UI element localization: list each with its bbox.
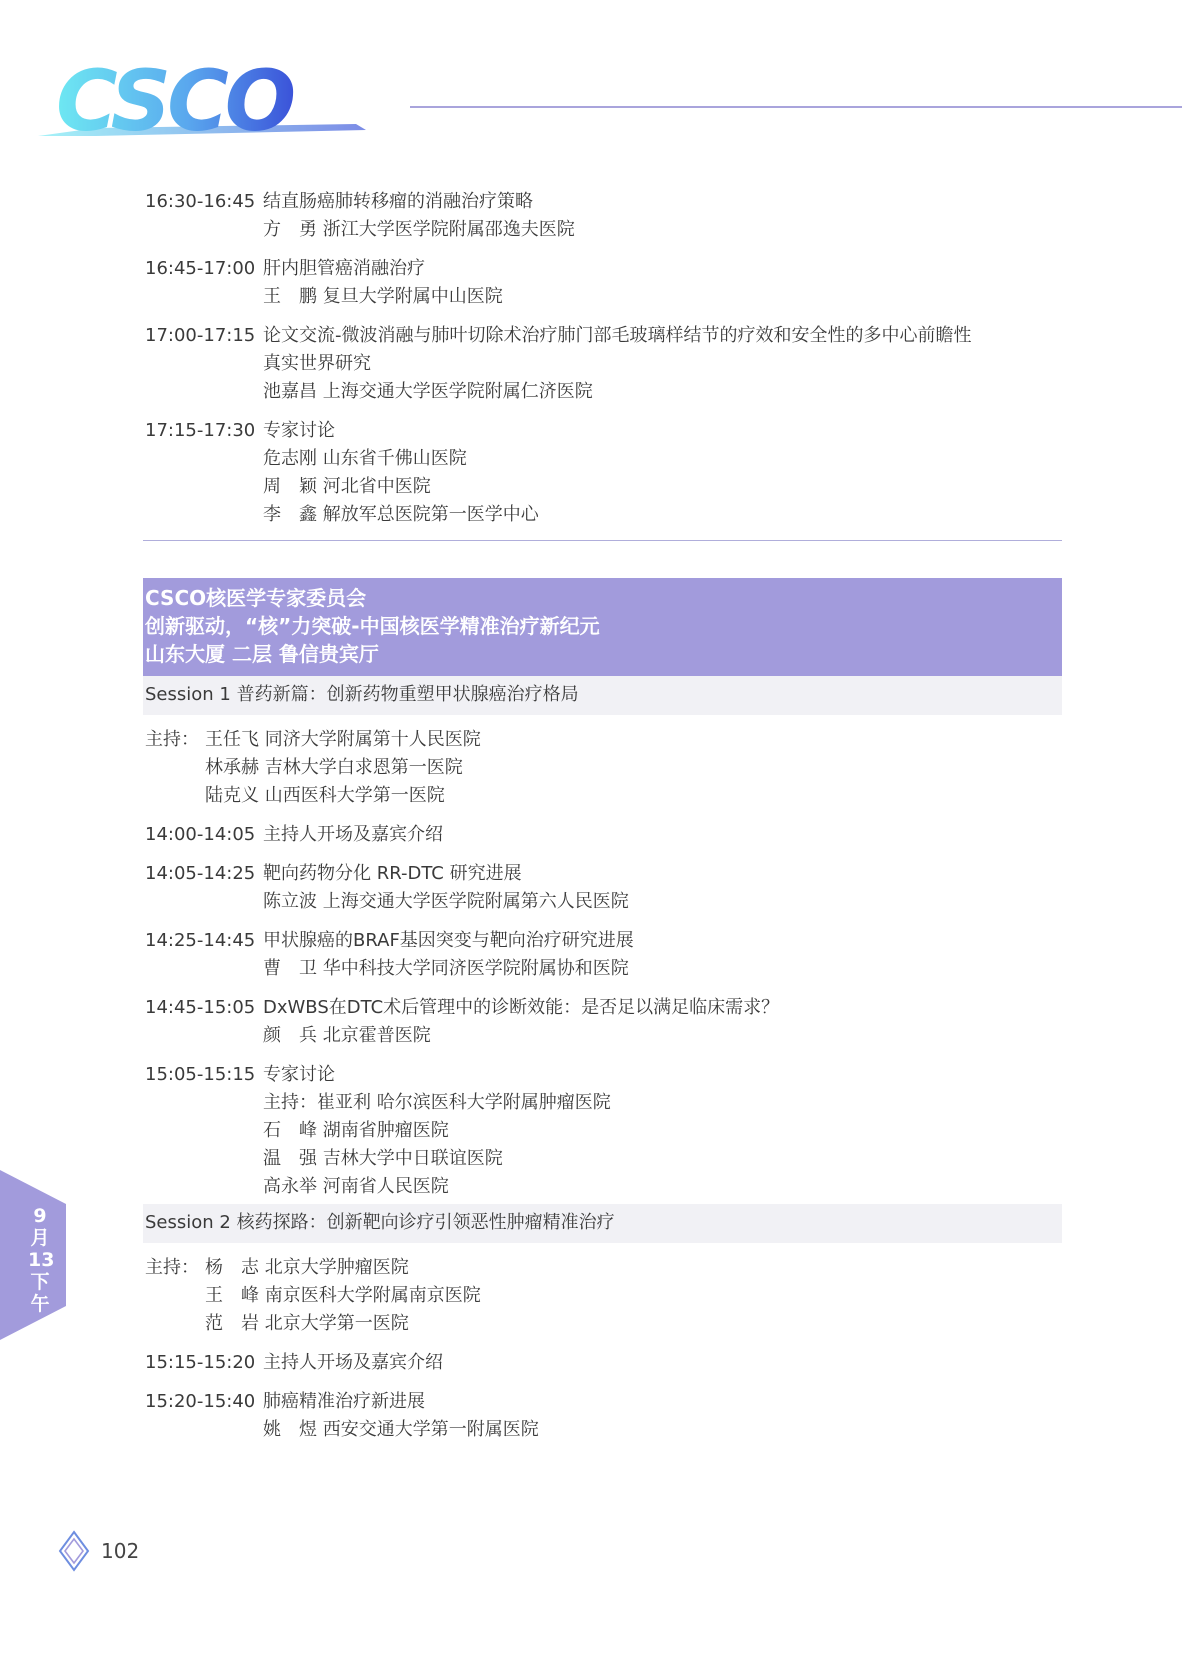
entry-title-cont: 真实世界研究 — [263, 353, 371, 374]
entry-title: 肺癌精准治疗新进展 — [263, 1391, 425, 1412]
entry-title: 甲状腺癌的BRAF基因突变与靶向治疗研究进展 — [263, 930, 634, 951]
agenda-entry — [145, 927, 1060, 983]
section-committee: CSCO核医学专家委员会 — [145, 586, 367, 610]
entry-speaker: 池嘉昌 上海交通大学医学院附属仁济医院 — [263, 381, 593, 402]
host-name: 林承赫 吉林大学白求恩第一医院 — [205, 757, 463, 778]
entry-speaker: 颜 兵 北京霍普医院 — [263, 1025, 431, 1046]
entry-time: 15:05-15:15 — [145, 1064, 256, 1085]
entry-time: 14:00-14:05 — [145, 824, 256, 845]
session-1-title: Session 1 普药新篇：创新药物重塑甲状腺癌治疗格局 — [143, 676, 1062, 715]
host-name: 范 岩 北京大学第一医院 — [205, 1313, 409, 1334]
entry-speaker: 陈立波 上海交通大学医学院附属第六人民医院 — [263, 891, 629, 912]
host-name: 杨 志 北京大学肿瘤医院 — [205, 1257, 409, 1278]
entry-speaker: 王 鹏 复旦大学附属中山医院 — [263, 286, 503, 307]
entry-time: 15:20-15:40 — [145, 1391, 256, 1412]
entry-speaker: 方 勇 浙江大学医学院附属邵逸夫医院 — [263, 219, 575, 240]
entry-title: 论文交流-微波消融与肺叶切除术治疗肺门部毛玻璃样结节的疗效和安全性的多中心前瞻性 — [263, 325, 972, 346]
header-rule — [410, 106, 1182, 108]
entry-speaker: 危志刚 山东省千佛山医院 — [263, 448, 467, 469]
entry-title: 专家讨论 — [263, 420, 335, 441]
agenda-entry — [145, 1388, 1060, 1444]
date-half-char: 下 — [30, 1271, 50, 1293]
agenda-entry — [145, 1061, 1060, 1201]
entry-title: 结直肠癌肺转移瘤的消融治疗策略 — [263, 191, 533, 212]
entry-speaker: 周 颖 河北省中医院 — [263, 476, 431, 497]
entry-title: 主持人开场及嘉宾介绍 — [263, 1352, 443, 1373]
date-day-num: 13 — [28, 1249, 55, 1271]
host-name: 陆克义 山西医科大学第一医院 — [205, 785, 445, 806]
entry-time: 16:45-17:00 — [145, 258, 256, 279]
entry-time: 17:00-17:15 — [145, 325, 256, 346]
session-2-hosts — [145, 1254, 1060, 1338]
entry-speaker: 石 峰 湖南省肿瘤医院 — [263, 1120, 449, 1141]
entry-time: 14:25-14:45 — [145, 930, 256, 951]
agenda — [145, 188, 1060, 1455]
entry-title: DxWBS在DTC术后管理中的诊断效能：是否足以满足临床需求？ — [263, 997, 780, 1018]
host-label: 主持： — [145, 729, 199, 750]
section-theme: 创新驱动，“核”力突破-中国核医学精准治疗新纪元 — [145, 614, 600, 638]
host-name: 王 峰 南京医科大学附属南京医院 — [205, 1285, 481, 1306]
entry-speaker: 曹 卫 华中科技大学同济医学院附属协和医院 — [263, 958, 629, 979]
agenda-entry — [145, 322, 1060, 406]
entry-speaker: 温 强 吉林大学中日联谊医院 — [263, 1148, 503, 1169]
agenda-entry — [145, 994, 1060, 1050]
host-label: 主持： — [145, 1257, 199, 1278]
entry-time: 17:15-17:30 — [145, 420, 256, 441]
entry-time: 14:45-15:05 — [145, 997, 256, 1018]
date-side-label — [28, 1205, 55, 1315]
agenda-entry — [145, 1349, 1060, 1377]
agenda-entry — [145, 188, 1060, 244]
date-day: 9 — [33, 1205, 47, 1227]
agenda-entry — [145, 417, 1060, 529]
entry-time: 15:15-15:20 — [145, 1352, 256, 1373]
entry-title: 肝内胆管癌消融治疗 — [263, 258, 425, 279]
svg-text:CSCO: CSCO — [56, 58, 293, 148]
entry-speaker: 高永举 河南省人民医院 — [263, 1176, 449, 1197]
agenda-entry — [145, 255, 1060, 311]
host-name: 王任飞 同济大学附属第十人民医院 — [205, 729, 481, 750]
date-month-char: 月 — [30, 1227, 50, 1249]
agenda-entry — [145, 860, 1060, 916]
session-1-hosts — [145, 726, 1060, 810]
date-noon-char: 午 — [30, 1293, 50, 1315]
section-banner — [143, 578, 1062, 676]
entry-speaker: 主持：崔亚利 哈尔滨医科大学附属肿瘤医院 — [263, 1092, 611, 1113]
session-2-title: Session 2 核药探路：创新靶向诊疗引领恶性肿瘤精准治疗 — [143, 1204, 1062, 1243]
entry-time: 16:30-16:45 — [145, 191, 256, 212]
entry-speaker: 李 鑫 解放军总医院第一医学中心 — [263, 504, 539, 525]
section-venue: 山东大厦 二层 鲁信贵宾厅 — [145, 642, 379, 666]
entry-time: 14:05-14:25 — [145, 863, 256, 884]
entry-title: 主持人开场及嘉宾介绍 — [263, 824, 443, 845]
entry-title: 靶向药物分化 RR-DTC 研究进展 — [263, 863, 522, 884]
section-divider — [143, 540, 1062, 541]
agenda-entry — [145, 821, 1060, 849]
entry-speaker: 姚 煜 西安交通大学第一附属医院 — [263, 1419, 539, 1440]
page-number: 102 — [101, 1539, 140, 1563]
diamond-icon — [58, 1530, 90, 1572]
csco-logo — [36, 58, 366, 148]
entry-title: 专家讨论 — [263, 1064, 335, 1085]
